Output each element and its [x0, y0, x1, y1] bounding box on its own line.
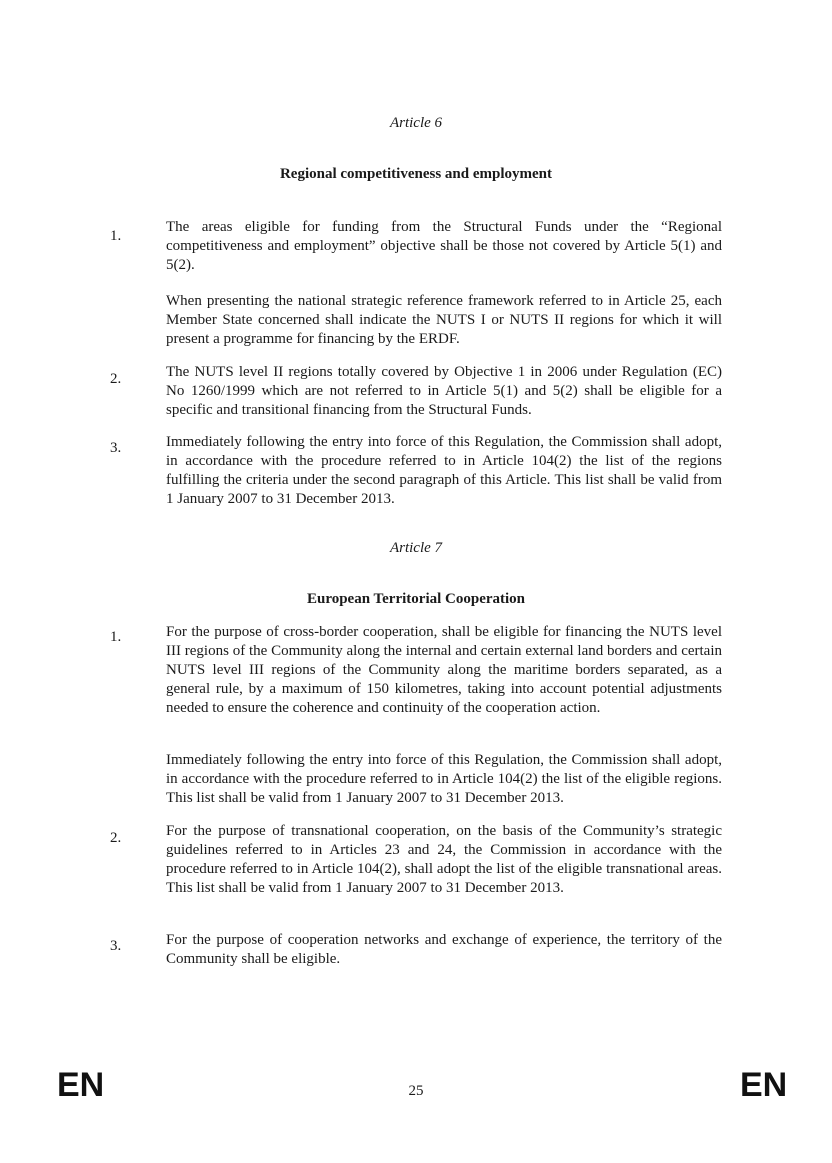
article-6-item-2-number: 2.: [110, 371, 122, 387]
article-6-item-1-para-2: When presenting the national strategic reference framework referred to in Article 25, each Member State concerned shall indicate the NUTS I or NUTS II regions for which it will present a programme for financing by the ERDF.: [166, 293, 722, 347]
article-7-item-3-para-1: For the purpose of cooperation networks and exchange of experience, the territory of the Community shall be eligible.: [166, 932, 722, 967]
article-7-title: Article 7: [389, 540, 443, 556]
article-7-item-1-number: 1.: [110, 629, 122, 645]
article-6-item-1-number: 1.: [110, 228, 122, 244]
article-7-item-3-number: 3.: [110, 938, 122, 954]
article-7-heading: European Territorial Cooperation: [306, 591, 526, 607]
article-6-title: Article 6: [389, 115, 443, 131]
article-6-heading: Regional competitiveness and employment: [279, 166, 553, 182]
article-6-item-1-para-1: The areas eligible for funding from the Structural Funds under the “Regional competitiveness and employment” objective shall be those not covered by Article 5(1) and 5(2).: [166, 219, 722, 273]
page-number: 25: [408, 1083, 424, 1099]
article-7-item-1-para-2: Immediately following the entry into force of this Regulation, the Commission shall adopt, in accordance with the procedure referred to in Article 104(2) the list of the eligible regions. This list shall be valid from 1 January 2007 to 31 December 2013.: [166, 752, 722, 806]
article-7-item-1-para-1: For the purpose of cross-border cooperation, shall be eligible for financing the NUTS level III regions of the Community along the internal and certain external land borders and certain NUTS level III regions of the Community along the maritime borders separated, as a general rule, by a maximum of 150 kilometres, taking into account potential adjustments needed to ensure the coherence and continuity of the cooperation action.: [166, 624, 722, 716]
article-6-item-3-number: 3.: [110, 440, 122, 456]
article-6-item-3-para-1: Immediately following the entry into force of this Regulation, the Commission shall adopt, in accordance with the procedure referred to in Article 104(2) the list of the regions fulfilling the criteria under the second paragraph of this Article. This list shall be valid from 1 January 2007 to 31 December 2013.: [166, 434, 722, 507]
footer-language-code-right: EN: [740, 1066, 788, 1104]
article-7-item-2-para-1: For the purpose of transnational cooperation, on the basis of the Community’s strategic guidelines referred to in Articles 23 and 24, the Commission in accordance with the procedure referred to in Article 104(2), shall adopt the list of the eligible transnational areas. This list shall be valid from 1 January 2007 to 31 December 2013.: [166, 823, 722, 896]
footer-language-code-left: EN: [57, 1066, 105, 1104]
article-7-item-2-number: 2.: [110, 830, 122, 846]
article-6-item-2-para-1: The NUTS level II regions totally covered by Objective 1 in 2006 under Regulation (EC) No 1260/1999 which are not referred to in Article 5(1) and 5(2) shall be eligible for a specific and transitional financing from the Structural Funds.: [166, 364, 722, 418]
